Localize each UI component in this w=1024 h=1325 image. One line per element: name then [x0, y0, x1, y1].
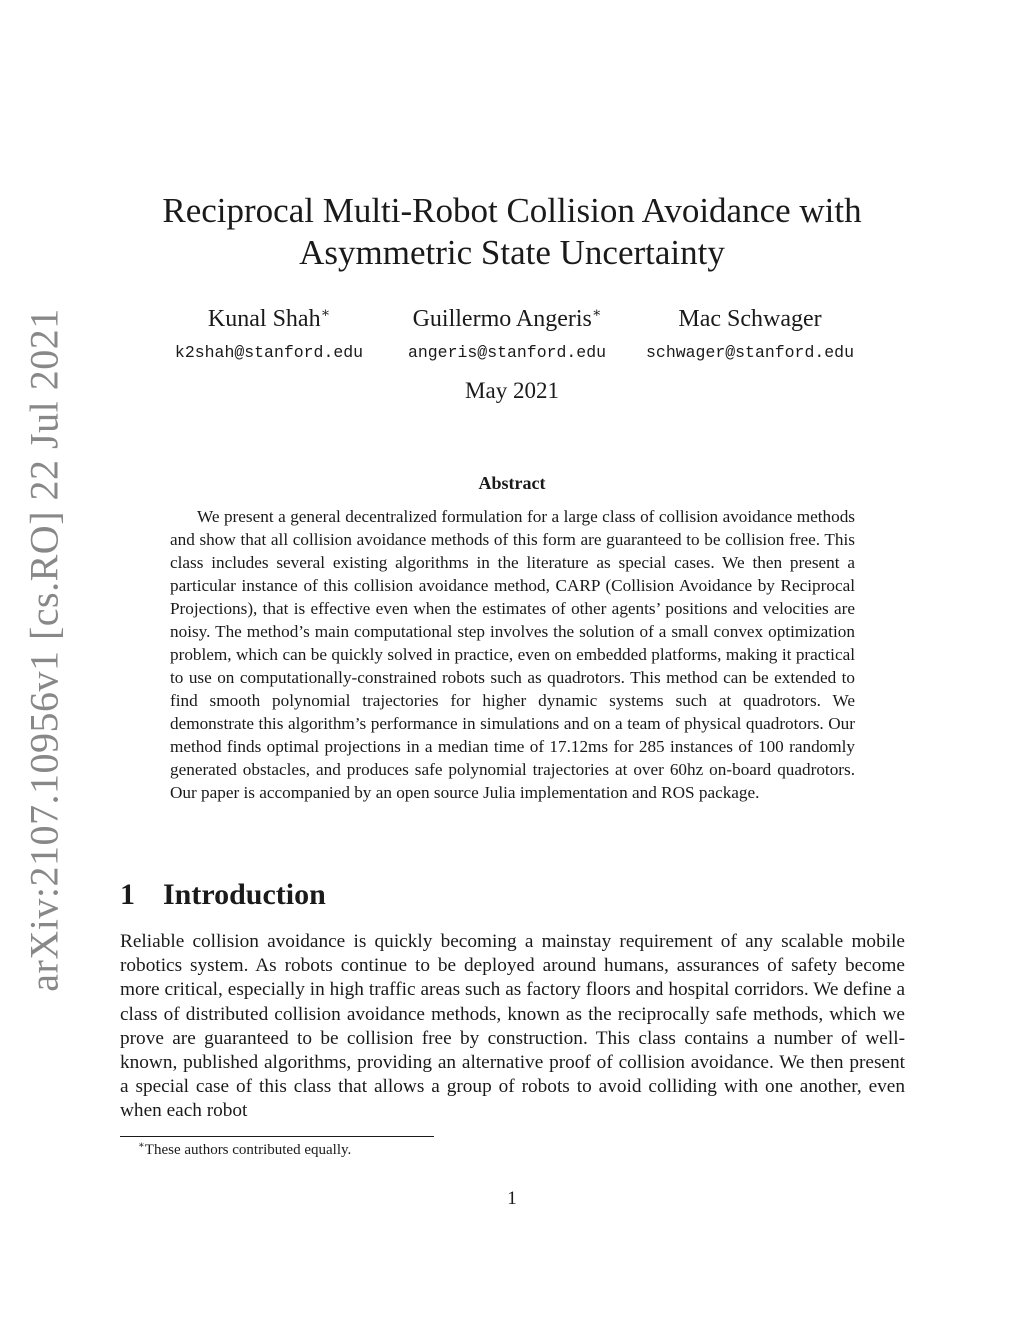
- arxiv-identifier: arXiv:2107.10956v1 [cs.RO] 22 Jul 2021: [21, 308, 67, 992]
- page-number: 1: [507, 1188, 517, 1209]
- author-email[interactable]: schwager@stanford.edu: [646, 343, 854, 362]
- author-name: Mac Schwager: [678, 306, 822, 332]
- section-number: 1: [120, 878, 135, 911]
- footnote: [138, 1140, 351, 1159]
- author-email[interactable]: angeris@stanford.edu: [407, 343, 607, 362]
- author-email[interactable]: k2shah@stanford.edu: [174, 343, 364, 362]
- title-line-1: Reciprocal Multi-Robot Collision Avoidance with: [162, 191, 862, 230]
- abstract-text: We present a general decentralized formulation for a large class of collision avoidance methods and show that all collision avoidance methods of this form are guaranteed to be collision free. This class includes several existing algorithms in the literature as special cases. We then present a particular instance of this collision avoidance method, CARP (Collision Avoidance by Reciprocal Projections), that is effective even when the estimates of other agents’ positions and velocities are noisy. The method’s main computational step involves the solution of a small convex optimization problem, which can be quickly solved in practice, even on embedded platforms, making it practical to use on computationally-constrained robots such as quadrotors. This method can be extended to find smooth polynomial trajectories for higher dynamic systems such at quadrotors. We demonstrate this algorithm’s performance in simulations and on a team of physical quadrotors. Our method finds optimal projections in a median time of 17.12ms for 285 instances of 100 randomly generated obstacles, and produces safe polynomial trajectories at over 60hz on-board quadrotors. Our paper is accompanied by an open source Julia implementation and ROS package.: [170, 507, 855, 802]
- introduction-text: Reliable collision avoidance is quickly becoming a mainstay requirement of any scalable mobile robotics system. As robots continue to be deployed around humans, assurances of safety become more critical, especially in high traffic areas such as factory floors and hospital corridors. We define a class of distributed collision avoidance methods, known as the reciprocally safe methods, which we prove are guaranteed to be collision free by construction. This class contains a number of well-known, published algorithms, providing an alternative proof of collision avoidance. We then present a special case of this class that allows a group of robots to avoid colliding with one another, even when each robot: [120, 931, 905, 1122]
- footnote-text: These authors contributed equally.: [144, 1142, 352, 1158]
- section-heading: [120, 878, 326, 912]
- paper-title: [0, 190, 1024, 274]
- author-name: Kunal Shah∗: [207, 306, 331, 332]
- author-block: [175, 300, 363, 362]
- author-block: [646, 300, 854, 362]
- section-title: Introduction: [163, 878, 326, 911]
- publication-date: May 2021: [465, 378, 559, 403]
- title-line-2: Asymmetric State Uncertainty: [299, 233, 725, 272]
- footnote-rule: [120, 1136, 434, 1137]
- footnote-mark: ∗: [138, 1140, 145, 1151]
- author-name: Guillermo Angeris∗: [412, 306, 602, 332]
- abstract-heading: Abstract: [478, 473, 546, 493]
- author-block: [408, 300, 606, 362]
